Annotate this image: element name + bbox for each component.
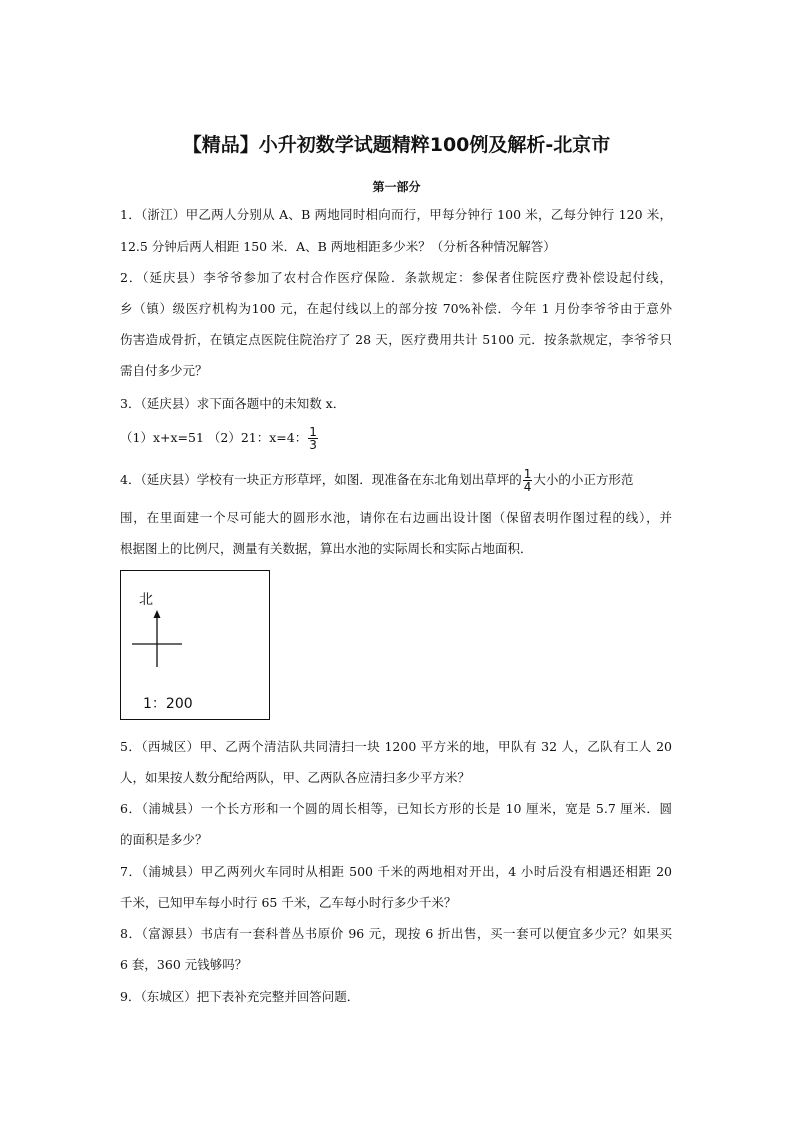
- question-7-line-2: 千米，已知甲车每小时行 65 千米，乙车每小时行多少千米？: [120, 895, 457, 910]
- document-title: 【精品】小升初数学试题精粹100例及解析-北京市: [182, 134, 611, 156]
- question-7-line-1: 7．（浦城县）甲乙两列火车同时从相距 500 千米的两地相对开出，4 小时后没有相遇还相距 20: [120, 864, 672, 879]
- question-2-line-4: 需自付多少元？: [120, 363, 208, 378]
- lawn-figure: [120, 570, 270, 720]
- question-2-line-3: 伤害造成骨折，在镇定点医院住院治疗了 28 天，医疗费用共计 5100 元．按条款规定，李爷爷只: [120, 332, 672, 347]
- question-5-line-2: 人，如果按人数分配给两队，甲、乙两队各应清扫多少平方米？: [120, 770, 471, 785]
- fraction-one-third: [308, 426, 318, 451]
- question-4-line-2: 围，在里面建一个尽可能大的圆形水池，请你在右边画出设计图（保留表明作图过程的线），并: [120, 510, 672, 525]
- section-heading: 第一部分: [372, 180, 421, 194]
- north-label: 北: [139, 592, 153, 608]
- fraction-numerator: 1: [523, 467, 532, 481]
- question-3-line-1: 3．（延庆县）求下面各题中的未知数 x．: [120, 396, 346, 411]
- fraction-numerator: 1: [309, 425, 317, 439]
- question-4-text-b: 大小的小正方形范: [533, 472, 634, 487]
- question-4-text-a: 4．（延庆县）学校有一块正方形草坪，如图．现准备在东北角划出草坪的: [120, 472, 522, 487]
- question-1-line-1: 1．（浙江）甲乙两人分别从 A、B 两地同时相向而行，甲每分钟行 100 米，乙每分钟行 120 米，: [120, 207, 672, 222]
- scale-label: 1：200: [143, 696, 193, 712]
- question-3-line-2: [120, 423, 319, 453]
- question-2-line-1: 2．（延庆县）李爷爷参加了农村合作医疗保险．条款规定：参保者住院医疗费补偿设起付线，: [120, 270, 672, 285]
- fraction-one-quarter: [523, 468, 533, 493]
- question-9-line-1: 9．（东城区）把下表补充完整并回答问题．: [120, 989, 360, 1004]
- fraction-denominator: 3: [309, 438, 317, 452]
- question-3-equations: （1）x+x=51 （2）21：x=4：: [120, 430, 308, 445]
- question-5-line-1: 5．（西城区）甲、乙两个清洁队共同清扫一块 1200 平方米的地，甲队有 32 人，乙队有工人 20: [120, 739, 672, 754]
- question-8-line-1: 8．（富源县）书店有一套科普丛书原价 96 元，现按 6 折出售，买一套可以便宜多少元？如果买: [120, 926, 672, 941]
- question-4-line-1: [120, 465, 633, 495]
- question-8-line-2: 6 套，360 元钱够吗？: [120, 957, 248, 972]
- question-6-line-2: 的面积是多少？: [120, 832, 208, 847]
- question-6-line-1: 6．（浦城县）一个长方形和一个圆的周长相等，已知长方形的长是 10 厘米，宽是 5.7 厘米．圆: [120, 801, 672, 816]
- fraction-denominator: 4: [523, 480, 532, 494]
- question-4-line-3: 根据图上的比例尺，测量有关数据，算出水池的实际周长和实际占地面积．: [120, 541, 533, 556]
- question-2-line-2: 乡（镇）级医疗机构为100 元，在起付线以上的部分按 70%补偿．今年 1 月份李爷爷由于意外: [120, 301, 672, 316]
- question-1-line-2: 12.5 分钟后两人相距 150 米．A、B 两地相距多少米？（分析各种情况解答）: [120, 239, 556, 254]
